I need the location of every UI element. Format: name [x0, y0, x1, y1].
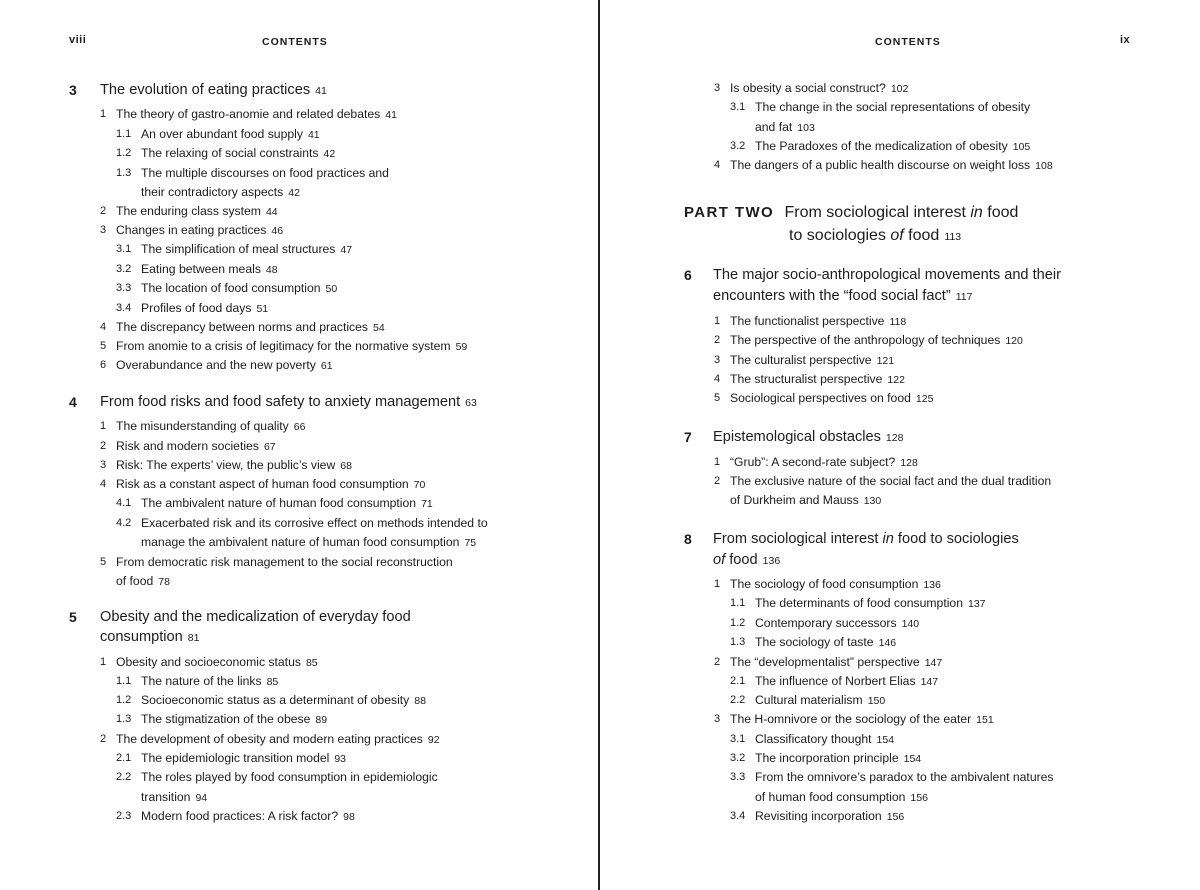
page-number: 151 — [976, 714, 994, 726]
entry-title: The functionalist perspective — [730, 314, 885, 328]
page-number: 89 — [315, 714, 328, 726]
running-head: CONTENTS — [262, 36, 328, 48]
part-heading-continued[interactable] — [789, 224, 961, 249]
entry-number: 1 — [100, 656, 107, 668]
entry-title: The discrepancy between norms and practices — [116, 320, 369, 334]
entry-number: 3.3 — [116, 282, 132, 294]
page-number: 130 — [863, 495, 882, 507]
chapter-title: Epistemological obstacles — [713, 429, 881, 445]
toc-subentry[interactable] — [116, 241, 353, 258]
entry-title: The relaxing of social constraints — [141, 146, 319, 160]
entry-number: 3.2 — [116, 263, 132, 275]
toc-subentry[interactable] — [116, 808, 355, 825]
part-title: From sociological interest in food — [784, 204, 1019, 221]
page-number: 59 — [455, 341, 468, 353]
entry-number: 3 — [100, 224, 107, 236]
entry-number: 4.1 — [116, 497, 132, 509]
toc-subentry[interactable] — [116, 165, 389, 181]
chapter-number: 6 — [684, 267, 692, 283]
toc-entry[interactable] — [100, 654, 318, 671]
page-number: 92 — [427, 734, 440, 746]
page-number: 146 — [878, 637, 897, 649]
entry-title: of food — [116, 574, 154, 588]
entry-number: 3.4 — [116, 302, 132, 314]
chapter-heading[interactable] — [69, 80, 327, 101]
entry-number: 1.3 — [116, 713, 132, 725]
page-number: 50 — [325, 283, 338, 295]
chapter-heading[interactable] — [69, 392, 477, 413]
toc-entry[interactable] — [714, 654, 943, 671]
chapter-title: of food — [713, 552, 758, 568]
toc-entry-continued[interactable] — [116, 573, 170, 590]
chapter-title: The major socio-anthropological movements and their — [713, 267, 1061, 283]
toc-entry[interactable] — [100, 338, 468, 355]
entry-title: Risk and modern societies — [116, 439, 259, 453]
left-page — [0, 0, 599, 890]
toc-subentry-continued[interactable] — [755, 789, 928, 806]
entry-title: Is obesity a social construct? — [730, 81, 886, 95]
chapter-number: 3 — [69, 82, 77, 98]
toc-subentry[interactable] — [730, 595, 986, 612]
chapter-heading[interactable] — [684, 265, 1061, 285]
page-number: 78 — [158, 576, 170, 588]
entry-number: 1.1 — [116, 128, 132, 140]
page-number: 154 — [876, 734, 895, 746]
entry-title: The theory of gastro-anomie and related debates — [116, 107, 381, 121]
entry-title: The stigmatization of the obese — [141, 712, 311, 726]
toc-subentry[interactable] — [730, 615, 920, 632]
chapter-heading[interactable] — [69, 607, 411, 627]
page-number: 122 — [887, 374, 905, 386]
entry-title: The nature of the links — [141, 674, 262, 688]
toc-entry[interactable] — [714, 332, 1023, 349]
chapter-title: Obesity and the medicalization of everyday food — [100, 609, 411, 625]
entry-number: 2 — [100, 733, 107, 745]
entry-title: From anomie to a crisis of legitimacy for the normative system — [116, 339, 451, 353]
entry-title: Risk as a constant aspect of human food consumption — [116, 477, 409, 491]
entry-title: The culturalist perspective — [730, 353, 872, 367]
page-number: 48 — [265, 264, 278, 276]
page-number: 140 — [901, 618, 920, 630]
page-number: 103 — [797, 122, 815, 134]
page-number: 136 — [923, 579, 941, 591]
toc-entry[interactable] — [100, 203, 278, 220]
toc-entry[interactable] — [100, 418, 306, 435]
part-label: PART TWO — [684, 204, 775, 221]
toc-subentry[interactable] — [730, 692, 886, 709]
toc-subentry[interactable] — [730, 138, 1031, 155]
entry-number: 3 — [714, 713, 721, 725]
toc-entry[interactable] — [100, 222, 284, 239]
toc-entry[interactable] — [714, 454, 918, 471]
toc-subentry[interactable] — [116, 711, 328, 728]
entry-title: From the omnivore’s paradox to the ambivalent natures — [755, 770, 1054, 784]
page-number: 113 — [944, 231, 962, 243]
entry-number: 1.2 — [730, 617, 746, 629]
entry-number: 2.2 — [730, 694, 746, 706]
entry-number: 1.1 — [116, 675, 132, 687]
entry-number: 5 — [100, 340, 107, 352]
toc-entry[interactable] — [714, 352, 895, 369]
page-number: 156 — [910, 792, 928, 804]
chapter-title: From food risks and food safety to anxiety management — [100, 394, 461, 410]
part-title: to sociologies of food — [789, 227, 940, 244]
page-number: 85 — [266, 676, 279, 688]
entry-title: of human food consumption — [755, 790, 906, 804]
entry-title: The exclusive nature of the social fact and the dual tradition — [730, 474, 1052, 488]
entry-number: 1 — [100, 108, 107, 120]
entry-title: The sociology of food consumption — [730, 577, 919, 591]
entry-number: 1.3 — [730, 636, 746, 648]
entry-number: 3 — [714, 354, 721, 366]
entry-title: The roles played by food consumption in epidemiologic — [141, 770, 438, 784]
toc-entry[interactable] — [100, 554, 453, 570]
toc-entry[interactable] — [714, 473, 1052, 489]
chapter-heading-continued[interactable] — [713, 550, 780, 571]
page-folio: viii — [69, 34, 87, 46]
entry-number: 2.1 — [730, 675, 746, 687]
page-number: 70 — [413, 479, 426, 491]
toc-subentry[interactable] — [730, 634, 897, 651]
page-number: 120 — [1005, 335, 1023, 347]
entry-title: The dangers of a public health discourse on weight loss — [730, 158, 1031, 172]
entry-number: 1.2 — [116, 147, 132, 159]
entry-number: 4 — [100, 478, 107, 490]
toc-subentry[interactable] — [730, 750, 922, 767]
entry-number: 4.2 — [116, 517, 132, 529]
toc-subentry[interactable] — [730, 673, 939, 690]
chapter-title: encounters with the “food social fact” — [713, 288, 951, 304]
page-number: 42 — [323, 148, 336, 160]
entry-title: The ambivalent nature of human food consumption — [141, 496, 417, 510]
entry-title: The perspective of the anthropology of techniques — [730, 333, 1001, 347]
toc-subentry[interactable] — [730, 808, 905, 825]
entry-title: The determinants of food consumption — [755, 596, 963, 610]
page-number: 41 — [307, 129, 320, 141]
entry-number: 2.1 — [116, 752, 132, 764]
toc-entry[interactable] — [100, 476, 426, 493]
entry-title: The development of obesity and modern eating practices — [116, 732, 423, 746]
chapter-heading[interactable] — [684, 427, 904, 448]
toc-subentry[interactable] — [116, 673, 279, 690]
chapter-heading-continued[interactable] — [100, 627, 199, 648]
toc-entry[interactable] — [100, 438, 276, 455]
entry-title: of Durkheim and Mauss — [730, 493, 859, 507]
toc-entry[interactable] — [714, 711, 994, 728]
entry-number: 1.3 — [116, 167, 132, 179]
running-head: CONTENTS — [875, 36, 941, 48]
page-number: 125 — [915, 393, 934, 405]
entry-number: 3.2 — [730, 140, 746, 152]
entry-title: their contradictory aspects — [141, 185, 284, 199]
entry-number: 1 — [100, 420, 107, 432]
toc-entry[interactable] — [714, 576, 941, 593]
page-number: 75 — [464, 537, 477, 549]
toc-entry[interactable] — [100, 106, 397, 123]
entry-number: 2.3 — [116, 810, 132, 822]
chapter-number: 7 — [684, 429, 692, 445]
entry-number: 3 — [100, 459, 107, 471]
entry-number: 3.4 — [730, 810, 746, 822]
entry-title: Overabundance and the new poverty — [116, 358, 316, 372]
toc-subentry[interactable] — [730, 731, 895, 748]
entry-number: 3 — [714, 82, 721, 94]
entry-title: Risk: The experts’ view, the public’s view — [116, 458, 336, 472]
chapter-title: The evolution of eating practices — [100, 82, 311, 98]
entry-title: The “developmentalist” perspective — [730, 655, 920, 669]
toc-subentry[interactable] — [116, 495, 433, 512]
entry-title: “Grub”: A second-rate subject? — [730, 455, 896, 469]
page-folio: ix — [1120, 34, 1131, 46]
entry-number: 2 — [714, 475, 721, 487]
entry-title: Modern food practices: A risk factor? — [141, 809, 339, 823]
entry-title: Obesity and socioeconomic status — [116, 655, 301, 669]
entry-title: The multiple discourses on food practices and — [141, 166, 389, 180]
page-number: 67 — [263, 441, 276, 453]
page-number: 46 — [271, 225, 284, 237]
chapter-heading[interactable] — [684, 529, 1019, 549]
entry-title: Socioeconomic status as a determinant of obesity — [141, 693, 410, 707]
entry-number: 2 — [714, 656, 721, 668]
page-number: 66 — [293, 421, 306, 433]
toc-subentry[interactable] — [116, 126, 320, 143]
chapter-heading-continued[interactable] — [713, 286, 972, 307]
toc-entry[interactable] — [714, 157, 1053, 174]
entry-title: The enduring class system — [116, 204, 261, 218]
page-number: 150 — [867, 695, 886, 707]
toc-subentry[interactable] — [116, 145, 336, 162]
entry-title: Profiles of food days — [141, 301, 252, 315]
page-number: 41 — [315, 85, 327, 97]
entry-number: 5 — [100, 556, 107, 568]
entry-number: 1 — [714, 456, 721, 468]
page-number: 47 — [340, 244, 353, 256]
toc-subentry[interactable] — [116, 692, 426, 709]
entry-number: 1 — [714, 578, 721, 590]
toc-entry-continued[interactable] — [730, 492, 881, 509]
entry-title: The simplification of meal structures — [141, 242, 336, 256]
toc-entry[interactable] — [100, 457, 352, 474]
entry-number: 3.1 — [116, 243, 132, 255]
entry-number: 3.3 — [730, 771, 746, 783]
entry-title: The structuralist perspective — [730, 372, 883, 386]
page-number: 117 — [955, 291, 973, 303]
toc-subentry-continued[interactable] — [141, 789, 207, 806]
entry-title: From democratic risk management to the social reconstruction — [116, 555, 453, 569]
entry-title: Contemporary successors — [755, 616, 897, 630]
entry-title: The misunderstanding of quality — [116, 419, 289, 433]
toc-entry[interactable] — [100, 731, 440, 748]
page-number: 68 — [340, 460, 352, 472]
entry-number: 2 — [100, 205, 107, 217]
page-number: 147 — [924, 657, 943, 669]
toc-entry[interactable] — [100, 357, 333, 374]
toc-entry[interactable] — [714, 80, 909, 97]
page-number: 102 — [890, 83, 909, 95]
entry-title: The sociology of taste — [755, 635, 874, 649]
entry-title: Eating between meals — [141, 262, 261, 276]
page-number: 88 — [414, 695, 426, 707]
entry-title: Sociological perspectives on food — [730, 391, 911, 405]
entry-title: The Paradoxes of the medicalization of obesity — [755, 139, 1008, 153]
toc-entry[interactable] — [714, 313, 907, 330]
toc-subentry-continued[interactable] — [141, 534, 476, 551]
page-number: 42 — [288, 187, 300, 199]
entry-title: An over abundant food supply — [141, 127, 303, 141]
page-number: 121 — [876, 355, 895, 367]
entry-title: The influence of Norbert Elias — [755, 674, 916, 688]
toc-entry[interactable] — [714, 390, 934, 407]
page-number: 108 — [1035, 160, 1053, 172]
toc-subentry-continued[interactable] — [755, 119, 815, 136]
page-number: 154 — [903, 753, 922, 765]
entry-title: Changes in eating practices — [116, 223, 267, 237]
toc-subentry-continued[interactable] — [141, 184, 300, 201]
chapter-title: From sociological interest in food to sociologies — [713, 531, 1019, 547]
toc-subentry[interactable] — [116, 280, 338, 297]
page-number: 61 — [320, 360, 333, 372]
chapter-number: 4 — [69, 394, 77, 410]
toc-subentry[interactable] — [116, 750, 347, 767]
toc-entry[interactable] — [714, 371, 905, 388]
page-number: 105 — [1012, 141, 1031, 153]
page-number: 85 — [305, 657, 318, 669]
toc-subentry[interactable] — [116, 261, 278, 278]
page-number: 128 — [885, 432, 904, 444]
entry-title: Revisiting incorporation — [755, 809, 882, 823]
page-number: 41 — [385, 109, 397, 121]
entry-title: The incorporation principle — [755, 751, 899, 765]
entry-number: 4 — [714, 159, 721, 171]
entry-number: 5 — [714, 392, 721, 404]
entry-number: 4 — [714, 373, 721, 385]
entry-title: The epidemiologic transition model — [141, 751, 330, 765]
entry-number: 2.2 — [116, 771, 132, 783]
toc-subentry[interactable] — [116, 515, 488, 531]
entry-number: 3.2 — [730, 752, 746, 764]
page-number: 93 — [334, 753, 347, 765]
entry-title: transition — [141, 790, 191, 804]
page-number: 71 — [421, 498, 433, 510]
entry-title: The H-omnivore or the sociology of the eater — [730, 712, 972, 726]
page-number: 81 — [187, 632, 200, 644]
right-page — [601, 0, 1200, 890]
page-number: 63 — [465, 397, 477, 409]
entry-title: Classificatory thought — [755, 732, 872, 746]
toc-subentry[interactable] — [116, 769, 438, 785]
page-number: 54 — [373, 322, 385, 334]
entry-title: The location of food consumption — [141, 281, 321, 295]
entry-number: 1 — [714, 315, 721, 327]
entry-title: manage the ambivalent nature of human food consumption — [141, 535, 460, 549]
page-number: 94 — [195, 792, 208, 804]
page-number: 51 — [256, 303, 269, 315]
toc-entry[interactable] — [100, 319, 385, 336]
entry-number: 3.1 — [730, 733, 746, 745]
page-number: 156 — [886, 811, 905, 823]
entry-number: 6 — [100, 359, 107, 371]
page-number: 98 — [343, 811, 355, 823]
chapter-number: 8 — [684, 531, 692, 547]
entry-number: 1.2 — [116, 694, 132, 706]
entry-title: and fat — [755, 120, 793, 134]
entry-number: 3.1 — [730, 101, 746, 113]
chapter-number: 5 — [69, 609, 77, 625]
entry-number: 2 — [714, 334, 721, 346]
entry-number: 2 — [100, 440, 107, 452]
entry-title: Exacerbated risk and its corrosive effect on methods intended to — [141, 516, 488, 530]
chapter-title: consumption — [100, 629, 183, 645]
page-number: 118 — [889, 316, 907, 328]
entry-title: Cultural materialism — [755, 693, 863, 707]
page-number: 137 — [968, 598, 986, 610]
toc-subentry[interactable] — [730, 769, 1054, 785]
page-number: 44 — [265, 206, 278, 218]
page-number: 136 — [762, 555, 781, 567]
toc-subentry[interactable] — [730, 99, 1031, 115]
toc-subentry[interactable] — [116, 300, 269, 317]
entry-number: 4 — [100, 321, 107, 333]
part-heading[interactable] — [684, 201, 1018, 224]
entry-number: 1.1 — [730, 597, 746, 609]
page-number: 147 — [920, 676, 939, 688]
entry-title: The change in the social representations of obesity — [755, 100, 1031, 114]
page-number: 128 — [900, 457, 918, 469]
